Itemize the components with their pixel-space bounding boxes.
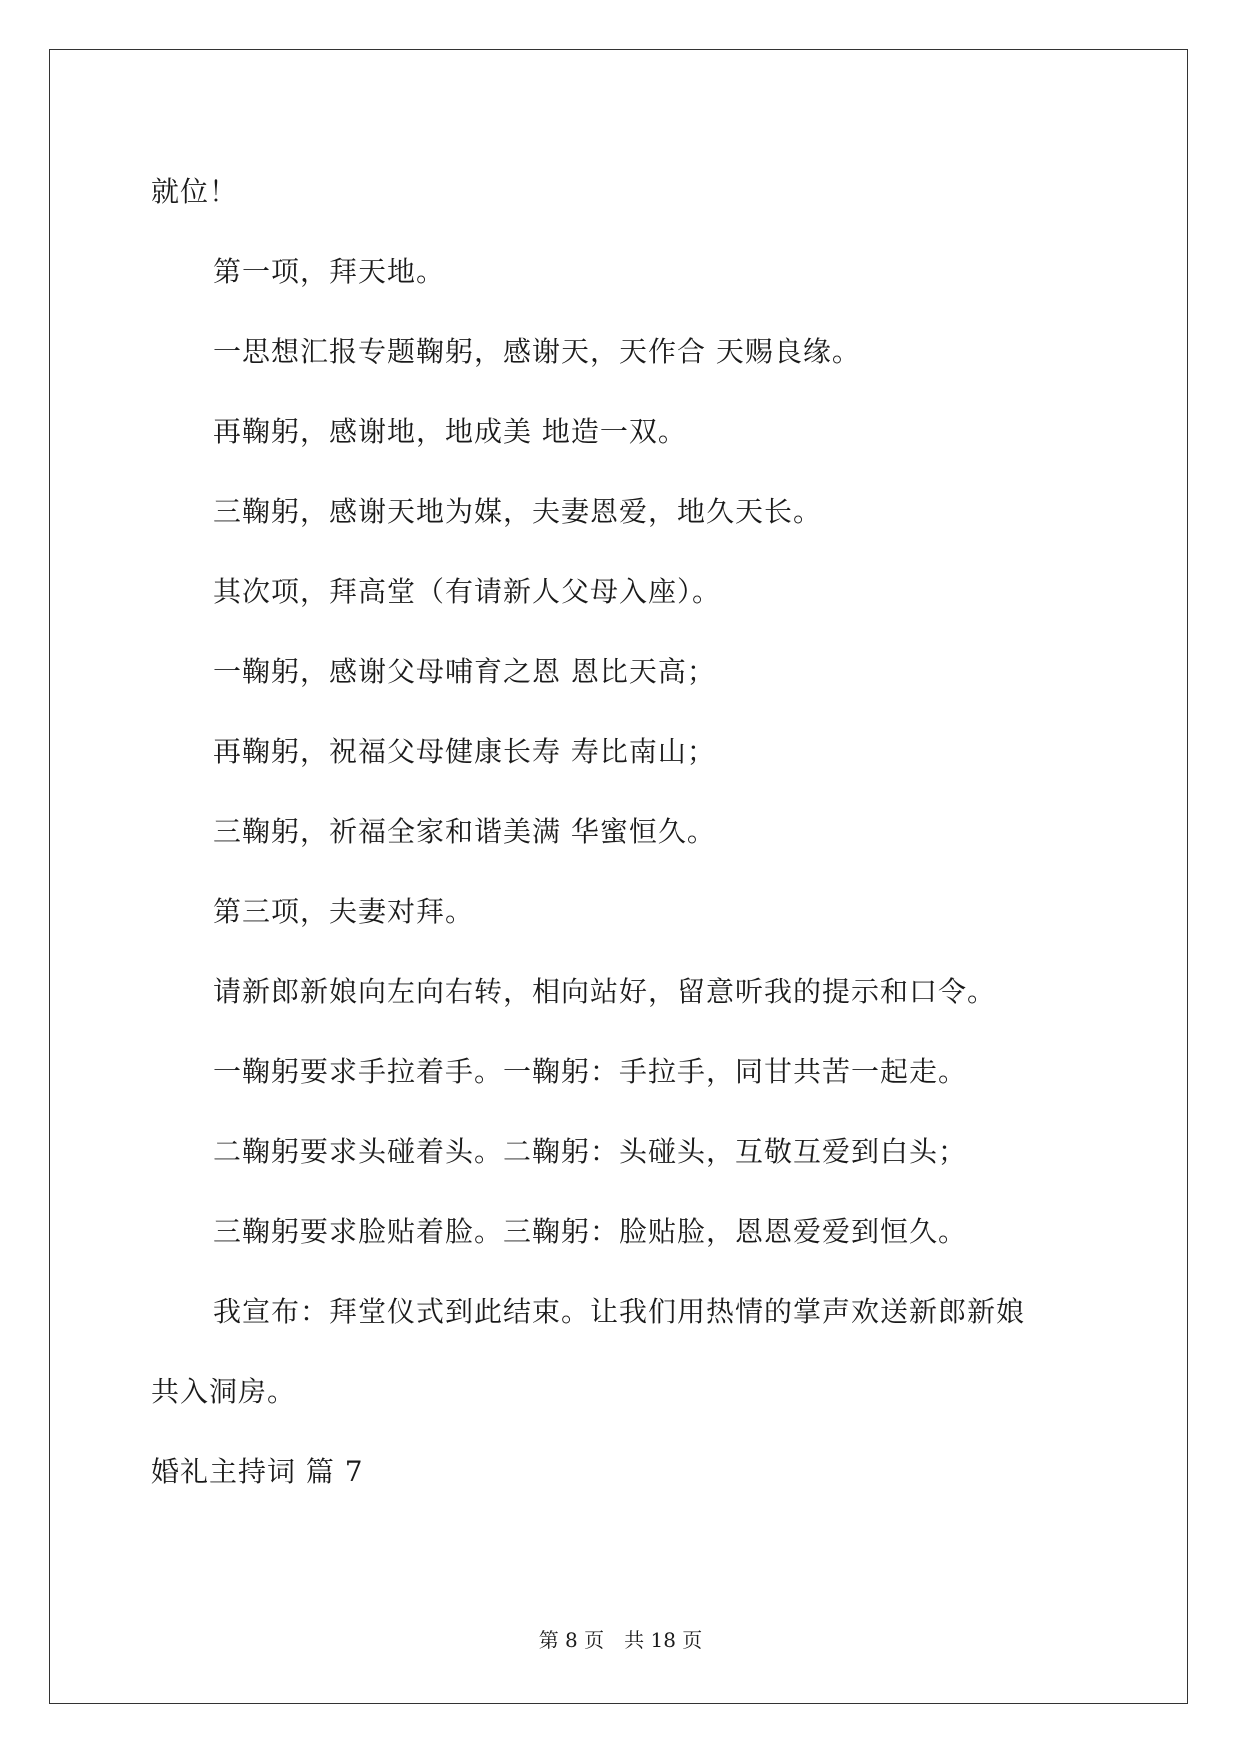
paragraph-6: 其次项，拜高堂（有请新人父母入座）。	[213, 575, 722, 608]
paragraph-9: 三鞠躬，祈福全家和谐美满 华蜜恒久。	[213, 815, 716, 848]
section-heading: 婚礼主持词 篇 7	[151, 1455, 364, 1488]
paragraph-7: 一鞠躬，感谢父母哺育之恩 恩比天高；	[213, 655, 716, 688]
paragraph-4: 再鞠躬，感谢地，地成美 地造一双。	[213, 415, 687, 448]
paragraph-1: 就位！	[151, 175, 239, 208]
paragraph-3: 一思想汇报专题鞠躬，感谢天，天作合 天赐良缘。	[213, 335, 861, 368]
paragraph-2: 第一项，拜天地。	[213, 255, 446, 288]
paragraph-8: 再鞠躬，祝福父母健康长寿 寿比南山；	[213, 735, 716, 768]
paragraph-12: 一鞠躬要求手拉着手。一鞠躬：手拉手，同甘共苦一起走。	[213, 1055, 968, 1088]
paragraph-10: 第三项，夫妻对拜。	[213, 895, 475, 928]
paragraph-16: 共入洞房。	[151, 1375, 297, 1408]
paragraph-11: 请新郎新娘向左向右转，相向站好，留意听我的提示和口令。	[213, 975, 997, 1008]
page-number-footer: 第 8 页 共 18 页	[538, 1628, 703, 1652]
paragraph-5: 三鞠躬，感谢天地为媒，夫妻恩爱，地久天长。	[213, 495, 823, 528]
paragraph-13: 二鞠躬要求头碰着头。二鞠躬：头碰头，互敬互爱到白头；	[213, 1135, 968, 1168]
paragraph-15: 我宣布：拜堂仪式到此结束。让我们用热情的掌声欢送新郎新娘	[213, 1295, 1026, 1328]
paragraph-14: 三鞠躬要求脸贴着脸。三鞠躬：脸贴脸，恩恩爱爱到恒久。	[213, 1215, 968, 1248]
